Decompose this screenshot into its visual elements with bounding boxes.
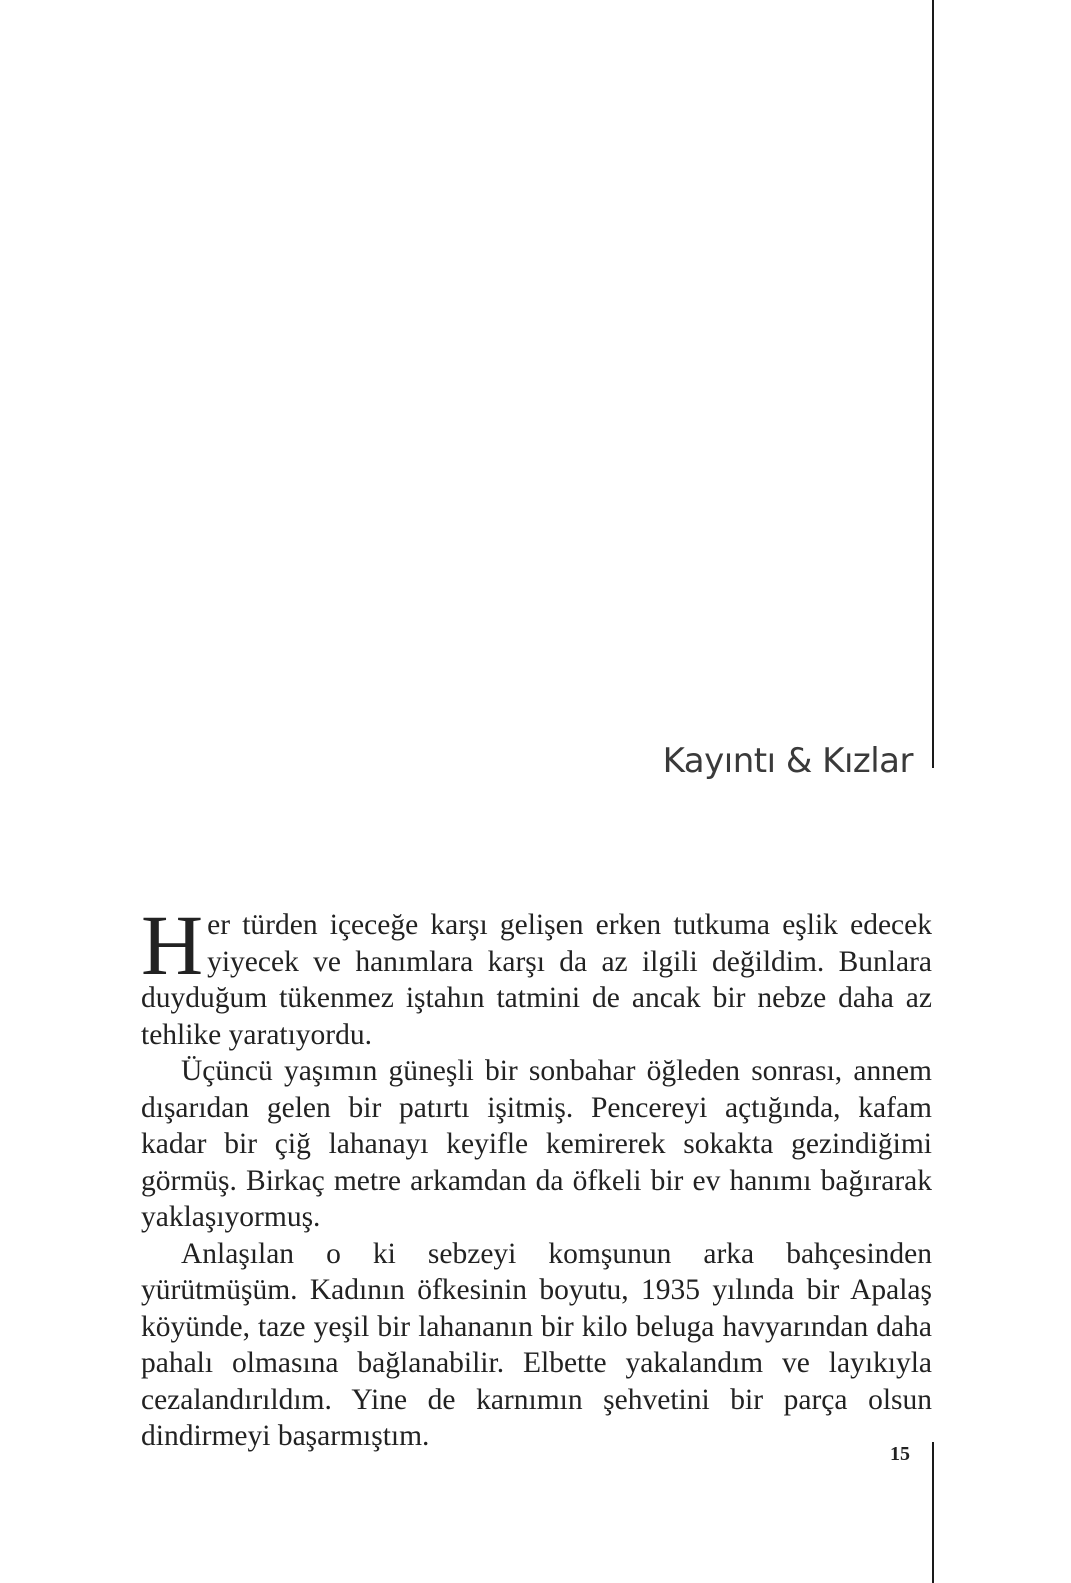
margin-rule-top [932,0,934,768]
paragraph-1 [141,897,932,1053]
body-text [141,897,932,1455]
paragraph-1-text: er türden içeceğe karşı gelişen erken tutkuma eşlik edecek yiyecek ve hanımlara karşı da az ilgili değildim. Bunlara duyduğum tükenmez iştahın tatmini de ancak bir nebze daha az tehlike yaratıyordu. [141,909,932,1051]
paragraph-3: Anlaşılan o ki sebzeyi komşunun arka bahçesinden yürütmüşüm. Kadının öfkesinin boyutu, 1935 yılında bir Apalaş köyünde, taze yeşil bir lahananın bir kilo beluga havyarından daha pahalı olmasına bağlanabilir. Elbette yakalandım ve layıkıyla cezalandırıldım. Yine de karnımın şehvetini bir parça olsun dindirmeyi başarmıştım. [141,1237,932,1452]
paragraph-2: Üçüncü yaşımın güneşli bir sonbahar öğleden sonrası, annem dışarıdan gelen bir patırtı işitmiş. Pencereyi açtığında, kafam kadar bir çiğ lahanayı keyifle kemirerek sokakta gezindiğimi görmüş. Birkaç metre arkamdan da öfkeli bir ev hanımı bağırarak yaklaşıyormuş. [141,1055,932,1233]
drop-cap: H [141,897,204,993]
page-number: 15 [890,1443,910,1465]
margin-rule-bottom [932,1442,934,1583]
chapter-title: Kayıntı & Kızlar [662,741,913,781]
